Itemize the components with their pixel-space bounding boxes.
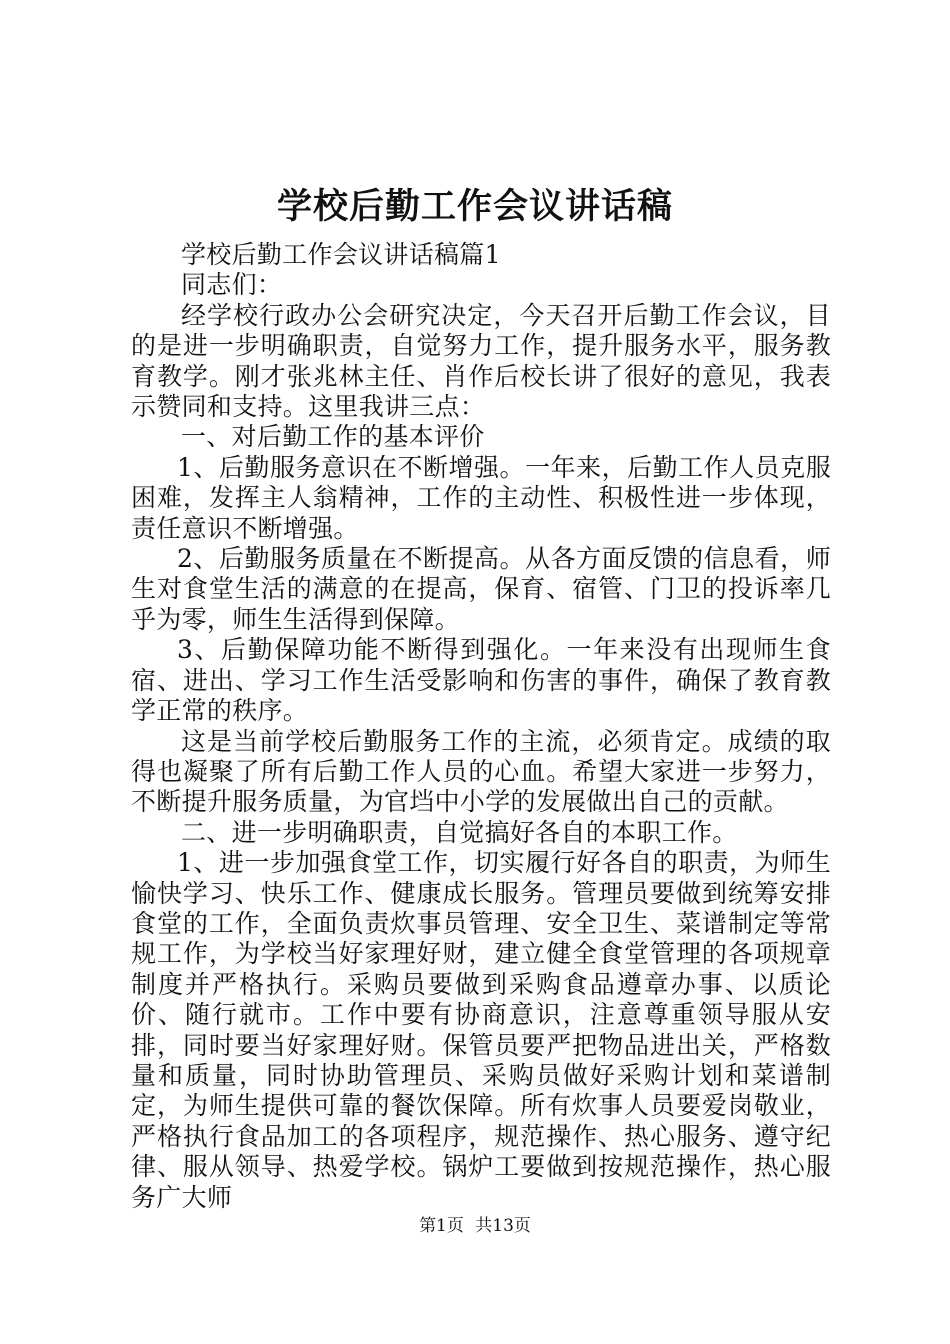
paragraph-point-3: 3、后勤保障功能不断得到强化。一年来没有出现师生食宿、进出、学习工作生活受影响和伤害的事件，确保了教育教学正常的秩序。 <box>131 635 831 726</box>
page-total: 共13页 <box>475 1216 531 1236</box>
paragraph-subtitle: 学校后勤工作会议讲话稿篇1 <box>181 240 501 269</box>
page-number: 第1页 <box>419 1216 464 1236</box>
paragraph-salutation: 同志们： <box>181 270 283 300</box>
paragraph-point-1: 1、后勤服务意识在不断增强。一年来，后勤工作人员克服困难，发挥主人翁精神，工作的主动性、积极性进一步体现，责任意识不断增强。 <box>131 452 831 543</box>
paragraph-canteen: 1、进一步加强食堂工作，切实履行好各自的职责，为师生愉快学习、快乐工作、健康成长服务。管理员要做到统筹安排食堂的工作，全面负责炊事员管理、安全卫生、菜谱制定等常规工作，为学校当好家理好财，建立健全食堂管理的各项规章制度并严格执行。采购员要做到采购食品遵章办事、以质论价、随行就市。工作中要有协商意识，注意尊重领导服从安排，同时要当好家理好财。保管员要严把物品进出关，严格数量和质量，同时协助管理员、采购员做好采购计划和菜谱制定，为师生提供可靠的餐饮保障。所有炊事人员要爱岗敬业，严格执行食品加工的各项程序，规范操作、热心服务、遵守纪律、服从领导、热爱学校。锅炉工要做到按规范操作，热心服务广大师 <box>131 848 831 1212</box>
document-body <box>131 240 831 1213</box>
section-heading-1: 一、对后勤工作的基本评价 <box>181 422 485 452</box>
paragraph-intro: 经学校行政办公会研究决定，今天召开后勤工作会议，目的是进一步明确职责，自觉努力工作，提升服务水平，服务教育教学。刚才张兆林主任、肖作后校长讲了很好的意见，我表示赞同和支持。这里我讲三点： <box>131 300 831 422</box>
document-title: 学校后勤工作会议讲话稿 <box>276 186 673 227</box>
paragraph-summary: 这是当前学校后勤服务工作的主流，必须肯定。成绩的取得也凝聚了所有后勤工作人员的心血。希望大家进一步努力，不断提升服务质量，为官垱中小学的发展做出自己的贡献。 <box>131 726 831 817</box>
section-heading-2: 二、进一步明确职责，自觉搞好各自的本职工作。 <box>181 817 738 847</box>
page-footer <box>0 1214 950 1238</box>
paragraph-point-2: 2、后勤服务质量在不断提高。从各方面反馈的信息看，师生对食堂生活的满意的在提高，保育、宿管、门卫的投诉率几乎为零，师生生活得到保障。 <box>131 544 831 634</box>
